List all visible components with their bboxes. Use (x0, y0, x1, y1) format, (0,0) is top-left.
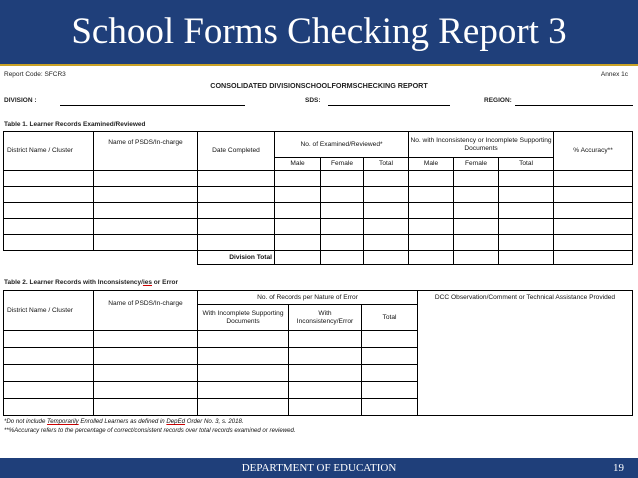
col-psds: Name of PSDS/In-charge (94, 291, 198, 331)
region-line (515, 105, 633, 106)
col-examined: No. of Examined/Reviewed* (275, 132, 409, 158)
report-code: Report Code: SFCR3 (4, 71, 66, 78)
division-label: DIVISION : (4, 97, 37, 104)
col-nature: No. of Records per Nature of Error (198, 291, 418, 305)
col-district: District Name / Cluster (4, 291, 94, 331)
col-inconsistency: No. with Inconsistency or Incomplete Supporting Documents (409, 132, 554, 158)
footnote-1: *Do not include Temporarily Enrolled Learners as defined in DepEd Order No. 3, s. 2018. (4, 418, 244, 425)
sub-male: Male (275, 158, 321, 171)
table2-title: Table 2. Learner Records with Inconsistency/ies or Error (4, 279, 179, 286)
table-row (4, 203, 633, 219)
col-accuracy: % Accuracy** (554, 132, 633, 171)
col-psds: Name of PSDS/In-charge (94, 132, 198, 171)
table1 (3, 131, 633, 265)
division-total-label: Division Total (198, 251, 275, 265)
col-total: Total (362, 305, 418, 331)
table-row (4, 219, 633, 235)
table2 (3, 290, 633, 416)
table-row (4, 187, 633, 203)
footer-bar (0, 458, 638, 478)
col-district: District Name / Cluster (4, 132, 94, 171)
report-heading: CONSOLIDATED DIVISIONSCHOOLFORMSCHECKING REPORT (210, 81, 428, 90)
col-observation: DCC Observation/Comment or Technical Assistance Provided (418, 291, 633, 416)
page-number: 19 (613, 462, 624, 474)
footnote-2: **%Accuracy refers to the percentage of correct/consistent records over total records examined or reviewed. (4, 427, 296, 434)
col-date: Date Completed (198, 132, 275, 171)
report-document (0, 66, 638, 458)
col-inconsistency-error: With Inconsistency/Error (289, 305, 362, 331)
table-row (4, 235, 633, 251)
sub-female: Female (454, 158, 499, 171)
sub-male: Male (409, 158, 454, 171)
table-row (4, 171, 633, 187)
slide-title: School Forms Checking Report 3 (71, 11, 567, 52)
sds-label: SDS: (305, 97, 321, 104)
division-total-row (4, 251, 633, 265)
sub-total: Total (499, 158, 554, 171)
title-bar (0, 0, 638, 66)
annex-label: Annex 1c (600, 71, 628, 78)
sub-total: Total (364, 158, 409, 171)
region-label: REGION: (484, 97, 512, 104)
sub-female: Female (321, 158, 364, 171)
sds-line (328, 105, 450, 106)
table1-title: Table 1. Learner Records Examined/Reviewed (4, 121, 146, 128)
division-line (60, 105, 245, 106)
col-incomplete: With Incomplete Supporting Documents (198, 305, 289, 331)
footer-text: DEPARTMENT OF EDUCATION (241, 462, 397, 474)
